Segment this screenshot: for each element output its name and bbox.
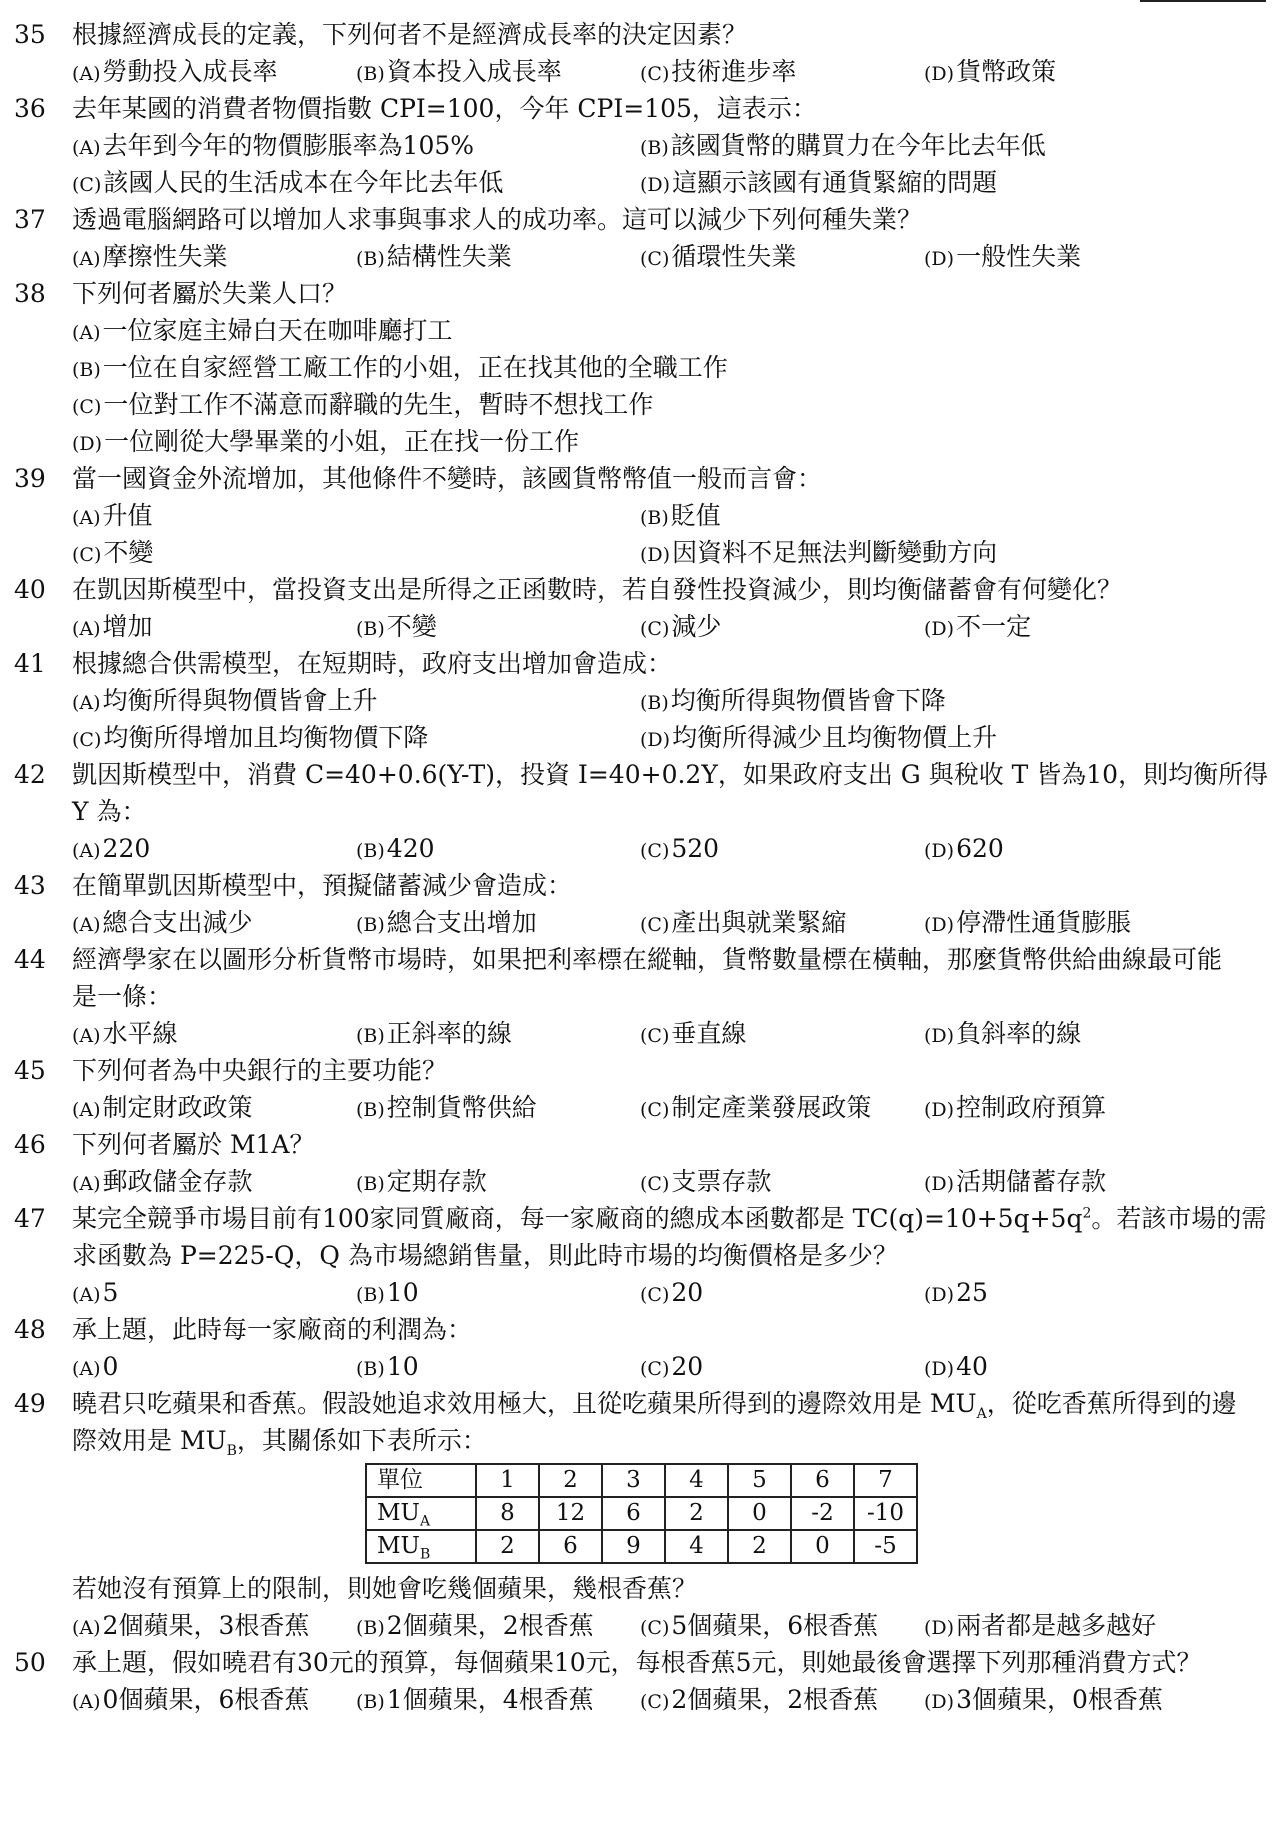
question-number: 45: [14, 1056, 46, 1085]
option-b: (B)正斜率的線: [356, 1019, 512, 1048]
table-cell: 2: [539, 1464, 602, 1497]
question-number: 36: [14, 94, 46, 123]
option-c: (C)520: [640, 834, 720, 863]
table-header-cell: 單位: [366, 1464, 476, 1497]
option-b: (B)420: [356, 834, 435, 863]
option-a: (A)勞動投入成長率: [72, 57, 278, 86]
option-d: (D)活期儲蓄存款: [924, 1167, 1107, 1196]
option-c: (C)循環性失業: [640, 242, 797, 271]
question-number: 49: [14, 1389, 46, 1418]
option-b: (B)資本投入成長率: [356, 57, 562, 86]
option-c: (C)20: [640, 1352, 704, 1381]
question-text: 某完全競爭市場目前有100家同質廠商，每一家廠商的總成本函數都是 $TC(q)=10+5q+5q^2$。若該市場的需: [72, 1204, 1267, 1233]
option-a: (A)水平線: [72, 1019, 178, 1048]
option-d: (D)貨幣政策: [924, 57, 1057, 86]
option-c: (C)該國人民的生活成本在今年比去年低: [72, 168, 504, 197]
question-text: 透過電腦網路可以增加人求事與事求人的成功率。這可以減少下列何種失業？: [72, 205, 923, 234]
table-cell: 6: [539, 1530, 602, 1563]
option-c: (C)2個蘋果，2根香蕉: [640, 1685, 879, 1714]
option-a: (A)一位家庭主婦白天在咖啡廳打工: [72, 316, 453, 345]
option-d: (D)3個蘋果，0根香蕉: [924, 1685, 1163, 1714]
option-b: (B)該國貨幣的購買力在今年比去年低: [640, 131, 1046, 160]
option-b: (B)均衡所得與物價皆會下降: [640, 686, 946, 715]
question-text: 在凱因斯模型中，當投資支出是所得之正函數時，若自發性投資減少，則均衡儲蓄會有何變化？: [72, 575, 1123, 604]
table-cell: -10: [854, 1497, 917, 1530]
question-number: 40: [14, 575, 46, 604]
option-c: (C)垂直線: [640, 1019, 747, 1048]
table-cell: 5: [728, 1464, 791, 1497]
option-b: (B)2個蘋果，2根香蕉: [356, 1611, 594, 1640]
option-a: (A)0個蘋果，6根香蕉: [72, 1685, 310, 1714]
table-cell: 12: [539, 1497, 602, 1530]
table-row: [366, 1530, 917, 1563]
table-cell: 4: [665, 1530, 728, 1563]
option-d: (D)620: [924, 834, 1004, 863]
option-d: (D)25: [924, 1278, 988, 1307]
option-a: (A)總合支出減少: [72, 908, 253, 937]
question-number: 38: [14, 279, 46, 308]
question-number: 35: [14, 20, 46, 49]
header-rule: [1140, 0, 1266, 2]
question-text: 凱因斯模型中，消費 C=40+0.6(Y-T)，投資 I=40+0.2Y，如果政府支出 G 與稅收 T 皆為10，則均衡所得: [72, 760, 1269, 789]
question-text-cont: 是一條：: [72, 982, 173, 1011]
question-text: 經濟學家在以圖形分析貨幣市場時，如果把利率標在縱軸，貨幣數量標在橫軸，那麼貨幣供給曲線最可能: [72, 945, 1223, 974]
option-b: (B)1個蘋果，4根香蕉: [356, 1685, 594, 1714]
table-cell: 2: [476, 1530, 539, 1563]
option-a: (A)郵政儲金存款: [72, 1167, 253, 1196]
table-row: [366, 1464, 917, 1497]
table-header-cell: $MU_B$: [366, 1530, 476, 1563]
question-35: [0, 16, 1274, 90]
question-39: [0, 460, 1274, 571]
question-41: [0, 645, 1274, 756]
option-d: (D)因資料不足無法判斷變動方向: [640, 538, 998, 567]
table-cell: 9: [602, 1530, 665, 1563]
option-d: (D)一位剛從大學畢業的小姐，正在找一份工作: [72, 427, 580, 456]
question-text: 去年某國的消費者物價指數 CPI=100，今年 CPI=105，這表示：: [72, 94, 817, 123]
question-number: 47: [14, 1204, 46, 1233]
table-cell: 6: [602, 1497, 665, 1530]
table-cell: 1: [476, 1464, 539, 1497]
question-44: [0, 941, 1274, 1052]
option-c: (C)技術進步率: [640, 57, 797, 86]
question-text: 當一國資金外流增加，其他條件不變時，該國貨幣幣值一般而言會：: [72, 464, 823, 493]
table-cell: 4: [665, 1464, 728, 1497]
question-37: [0, 201, 1274, 275]
option-a: (A)去年到今年的物價膨脹率為105%: [72, 131, 475, 160]
table-cell: -2: [791, 1497, 854, 1530]
option-c: (C)制定產業發展政策: [640, 1093, 872, 1122]
question-number: 41: [14, 649, 46, 678]
option-b: (B)一位在自家經營工廠工作的小姐，正在找其他的全職工作: [72, 353, 728, 382]
option-d: (D)一般性失業: [924, 242, 1082, 271]
option-d: (D)均衡所得減少且均衡物價上升: [640, 723, 998, 752]
table-row: [366, 1497, 917, 1530]
option-c: (C)20: [640, 1278, 704, 1307]
option-a: (A)升值: [72, 501, 153, 530]
option-a: (A)5: [72, 1278, 119, 1307]
exam-page: [0, 16, 1274, 1718]
option-c: (C)不變: [72, 538, 154, 567]
question-50: [0, 1644, 1274, 1718]
option-a: (A)均衡所得與物價皆會上升: [72, 686, 378, 715]
question-number: 48: [14, 1315, 46, 1344]
question-46: [0, 1126, 1274, 1200]
question-text: 曉君只吃蘋果和香蕉。假設她追求效用極大，且從吃蘋果所得到的邊際效用是 $MU_A$，從吃香蕉所得到的邊: [72, 1389, 1237, 1422]
question-45: [0, 1052, 1274, 1126]
option-b: (B)控制貨幣供給: [356, 1093, 537, 1122]
option-d: (D)這顯示該國有通貨緊縮的問題: [640, 168, 998, 197]
table-cell: 3: [602, 1464, 665, 1497]
option-b: (B)總合支出增加: [356, 908, 537, 937]
option-b: (B)結構性失業: [356, 242, 512, 271]
option-a: (A)摩擦性失業: [72, 242, 228, 271]
question-number: 39: [14, 464, 46, 493]
option-b: (B)10: [356, 1352, 419, 1381]
option-d: (D)負斜率的線: [924, 1019, 1082, 1048]
question-text: 在簡單凱因斯模型中，預擬儲蓄減少會造成：: [72, 871, 573, 900]
question-36: [0, 90, 1274, 201]
utility-table: [365, 1463, 918, 1564]
question-49: [0, 1385, 1274, 1644]
question-text: 根據總合供需模型，在短期時，政府支出增加會造成：: [72, 649, 673, 678]
question-43: [0, 867, 1274, 941]
option-d: (D)不一定: [924, 612, 1032, 641]
question-number: 42: [14, 760, 46, 789]
table-cell: 6: [791, 1464, 854, 1497]
option-a: (A)2個蘋果，3根香蕉: [72, 1611, 310, 1640]
question-48: [0, 1311, 1274, 1385]
question-text-cont: Y 為：: [72, 797, 147, 826]
option-a: (A)220: [72, 834, 151, 863]
option-d: (D)兩者都是越多越好: [924, 1611, 1157, 1640]
table-cell: 8: [476, 1497, 539, 1530]
option-c: (C)產出與就業緊縮: [640, 908, 847, 937]
option-d: (D)控制政府預算: [924, 1093, 1107, 1122]
question-text: 下列何者屬於失業人口？: [72, 279, 348, 308]
option-c: (C)一位對工作不滿意而辭職的先生，暫時不想找工作: [72, 390, 654, 419]
option-c: (C)均衡所得增加且均衡物價下降: [72, 723, 429, 752]
option-c: (C)支票存款: [640, 1167, 772, 1196]
question-text: 下列何者屬於 M1A？: [72, 1130, 315, 1159]
table-cell: 0: [791, 1530, 854, 1563]
question-number: 50: [14, 1648, 46, 1677]
table-cell: -5: [854, 1530, 917, 1563]
question-number: 46: [14, 1130, 46, 1159]
question-47: [0, 1200, 1274, 1311]
option-d: (D)40: [924, 1352, 988, 1381]
option-b: (B)定期存款: [356, 1167, 487, 1196]
option-c: (C)5個蘋果，6根香蕉: [640, 1611, 879, 1640]
option-b: (B)不變: [356, 612, 437, 641]
question-42: [0, 756, 1274, 867]
table-header-cell: $MU_A$: [366, 1497, 476, 1530]
question-text-cont: 際效用是 $MU_B$，其關係如下表所示：: [72, 1426, 487, 1459]
option-a: (A)制定財政政策: [72, 1093, 253, 1122]
question-number: 44: [14, 945, 46, 974]
table-cell: 2: [728, 1530, 791, 1563]
question-text: 根據經濟成長的定義，下列何者不是經濟成長率的決定因素？: [72, 20, 748, 49]
option-a: (A)增加: [72, 612, 153, 641]
table-cell: 0: [728, 1497, 791, 1530]
question-number: 43: [14, 871, 46, 900]
question-text: 承上題，此時每一家廠商的利潤為：: [72, 1315, 473, 1344]
question-38: [0, 275, 1274, 460]
option-a: (A)0: [72, 1352, 119, 1381]
option-d: (D)停滯性通貨膨脹: [924, 908, 1132, 937]
utility-table-wrap: [0, 1459, 1274, 1570]
question-text-cont: 求函數為 P=225-Q，Q 為市場總銷售量，則此時市場的均衡價格是多少？: [72, 1241, 898, 1270]
table-cell: 2: [665, 1497, 728, 1530]
option-b: (B)10: [356, 1278, 419, 1307]
option-c: (C)減少: [640, 612, 722, 641]
question-text: 下列何者為中央銀行的主要功能？: [72, 1056, 448, 1085]
question-text: 承上題，假如曉君有30元的預算，每個蘋果10元，每根香蕉5元，則她最後會選擇下列那種消費方式？: [72, 1648, 1202, 1677]
option-b: (B)貶值: [640, 501, 721, 530]
table-cell: 7: [854, 1464, 917, 1497]
question-40: [0, 571, 1274, 645]
question-number: 37: [14, 205, 46, 234]
question-text-cont: 若她沒有預算上的限制，則她會吃幾個蘋果，幾根香蕉？: [72, 1574, 698, 1603]
